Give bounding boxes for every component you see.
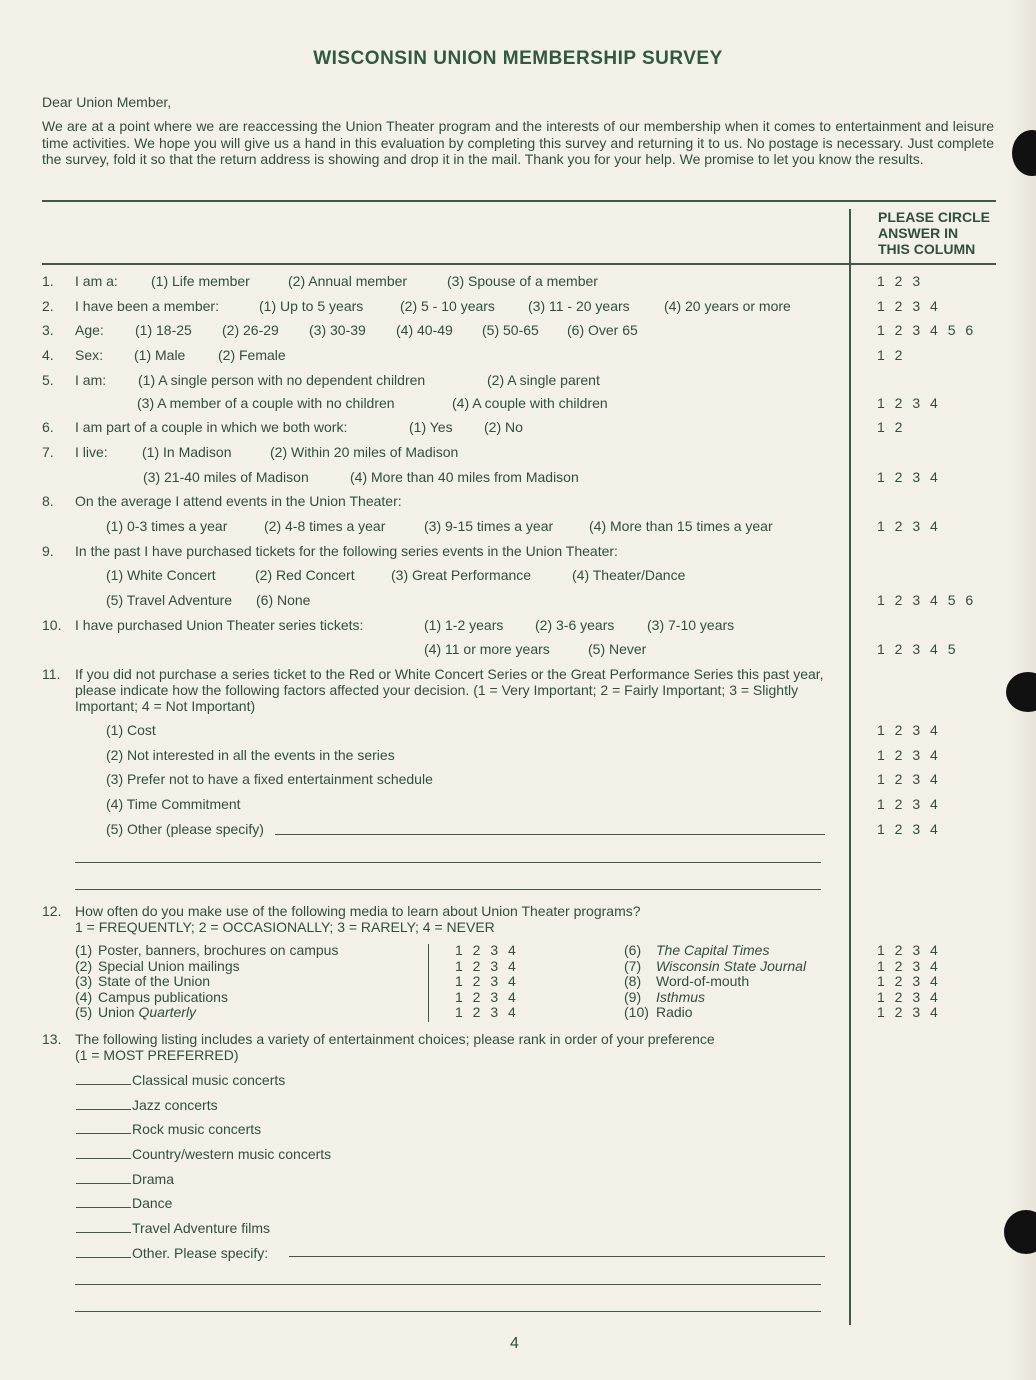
media-number: (3) <box>75 973 93 990</box>
header-rule <box>42 263 996 265</box>
answer-option: (6) None <box>256 592 311 608</box>
rank-item[interactable] <box>76 1071 285 1089</box>
question-number: 12. <box>42 903 62 919</box>
media-number: (6) <box>624 942 642 958</box>
answer-option: (1) Up to 5 years <box>259 298 364 314</box>
media-number: (5) <box>75 1004 93 1021</box>
factor-option: (3) Prefer not to have a fixed entertainment schedule <box>106 771 433 787</box>
answer-choices[interactable]: 1 2 3 4 <box>455 1004 519 1021</box>
answer-option: (3) 7-10 years <box>647 617 735 633</box>
answer-option: (1) 1-2 years <box>424 617 504 633</box>
answer-choices[interactable]: 1 2 3 4 <box>877 973 941 990</box>
answer-choices[interactable]: 1 2 3 4 <box>455 973 519 990</box>
rank-blank[interactable] <box>76 1145 131 1159</box>
factor-option: (5) Other (please specify) <box>106 821 264 837</box>
answer-choices[interactable]: 1 2 3 4 <box>877 821 941 837</box>
answer-option: (5) Travel Adventure <box>106 592 233 608</box>
answer-header-line: PLEASE CIRCLE <box>878 209 991 225</box>
answer-option: (2) A single parent <box>487 372 600 388</box>
answer-option: (5) Never <box>588 641 647 657</box>
question-number: 8. <box>42 493 54 509</box>
answer-option: (2) Within 20 miles of Madison <box>270 444 459 460</box>
question-prompt: Age: <box>75 322 104 338</box>
rank-item[interactable] <box>76 1096 218 1114</box>
rank-blank[interactable] <box>76 1219 131 1233</box>
media-label: Isthmus <box>656 988 706 1005</box>
rank-blank[interactable] <box>76 1120 131 1134</box>
answer-option: (1) Life member <box>151 273 250 289</box>
intro-paragraph: We are at a point where we are reaccessing the Union Theater program and the interests of our membership when it comes to entertainment and leisure time activities. We hope you will give us a hand in this evaluation by completing this survey and returning it to us. No postage is necessary. Just complete the survey, fold it so that the return address is showing and drop it in the mail. Thank you for your help. We promise to let you know the results. <box>42 118 994 167</box>
question-number: 11. <box>42 666 61 682</box>
answer-choices[interactable]: 1 2 3 4 <box>877 942 941 958</box>
answer-choices[interactable]: 1 2 <box>877 347 906 363</box>
question-number: 1. <box>42 273 54 289</box>
answer-choices[interactable]: 1 2 3 4 <box>877 988 941 1005</box>
answer-choices[interactable]: 1 2 3 4 <box>455 988 519 1005</box>
media-label: Poster, banners, brochures on campus <box>98 942 339 958</box>
answer-choices[interactable]: 1 2 3 4 <box>877 722 941 738</box>
rank-blank[interactable] <box>76 1194 131 1208</box>
answer-choices[interactable]: 1 2 3 4 5 6 <box>877 322 977 338</box>
factor-option: (1) Cost <box>106 722 156 738</box>
question-prompt: On the average I attend events in the Union Theater: <box>75 493 402 509</box>
rank-blank[interactable] <box>76 1170 131 1184</box>
rating-scale: 1 = FREQUENTLY; 2 = OCCASIONALLY; 3 = RARELY; 4 = NEVER <box>75 919 495 935</box>
rank-blank[interactable] <box>76 1071 131 1085</box>
question-prompt: Sex: <box>75 347 104 363</box>
write-in-line[interactable] <box>75 1311 821 1312</box>
answer-option: (2) Female <box>218 347 286 363</box>
answer-choices[interactable]: 1 2 3 4 <box>877 298 941 314</box>
answer-choices[interactable]: 1 2 <box>877 419 906 435</box>
question-prompt: I have purchased Union Theater series tickets: <box>75 617 364 633</box>
top-rule <box>42 200 996 202</box>
media-label <box>98 1005 338 1021</box>
answer-option: (2) 4-8 times a year <box>264 518 386 534</box>
media-number: (10) <box>624 1004 649 1021</box>
answer-choices[interactable]: 1 2 3 4 5 <box>877 641 959 657</box>
rank-label: Dance <box>132 1195 173 1211</box>
media-number: (9) <box>624 988 642 1005</box>
answer-choices[interactable]: 1 2 3 4 <box>877 469 941 485</box>
rank-label: Drama <box>132 1171 175 1187</box>
media-label-text: Union <box>98 1004 135 1021</box>
rank-label: Jazz concerts <box>132 1097 218 1113</box>
answer-option: (5) 50-65 <box>482 322 539 338</box>
answer-option: (3) Spouse of a member <box>447 273 598 289</box>
answer-choices[interactable]: 1 2 3 4 <box>877 796 941 812</box>
media-number: (2) <box>75 957 93 974</box>
answer-option: (1) White Concert <box>106 567 216 583</box>
other-specify-line[interactable] <box>275 834 825 835</box>
answer-option: (1) 0-3 times a year <box>106 518 228 534</box>
answer-option: (6) Over 65 <box>567 322 638 338</box>
answer-option: (4) 20 years or more <box>664 298 791 314</box>
rank-item[interactable] <box>76 1145 331 1163</box>
answer-option: (2) Red Concert <box>255 567 355 583</box>
answer-option: (4) 40-49 <box>396 322 453 338</box>
rank-item[interactable] <box>76 1244 268 1262</box>
rank-label: Travel Adventure films <box>132 1220 270 1236</box>
answer-option: (4) More than 40 miles from Madison <box>350 469 579 485</box>
survey-title: WISCONSIN UNION MEMBERSHIP SURVEY <box>313 48 723 69</box>
media-right-answers[interactable] <box>877 943 941 1021</box>
answer-option: (4) 11 or more years <box>424 641 550 657</box>
question-prompt: I am a: <box>75 273 118 289</box>
rank-label: Rock music concerts <box>132 1121 262 1137</box>
rank-blank[interactable] <box>76 1244 131 1258</box>
answer-option: (2) 5 - 10 years <box>400 298 495 314</box>
media-right-labels <box>656 943 806 1021</box>
media-label: Campus publications <box>98 988 228 1005</box>
factor-option: (4) Time Commitment <box>106 796 241 812</box>
rank-scale: (1 = MOST PREFERRED) <box>75 1047 239 1063</box>
media-label: Radio <box>656 1004 693 1021</box>
answer-option: (1) A single person with no dependent children <box>138 372 426 388</box>
rank-item[interactable] <box>76 1170 174 1188</box>
question-prompt: If you did not purchase a series ticket to the Red or White Concert Series or the Great Performance Series this past year, please indicate how the following factors affected your decision. (1 = Very Important; 2 = Fairly Important; 3 = Slightly Important; 4 = Not Important) <box>75 666 824 714</box>
media-label-italic: Quarterly <box>138 1004 197 1021</box>
media-label: Special Union mailings <box>98 957 240 974</box>
media-label: The Capital Times <box>656 942 770 958</box>
rank-label: Classical music concerts <box>132 1072 286 1088</box>
rank-label: Other. Please specify: <box>132 1245 269 1261</box>
media-right-numbers <box>624 943 649 1021</box>
rank-item[interactable] <box>76 1219 270 1237</box>
media-left-answers[interactable] <box>455 943 519 1021</box>
answer-choices[interactable]: 1 2 3 4 <box>455 957 519 974</box>
media-label: State of the Union <box>98 973 211 990</box>
rank-item[interactable] <box>76 1194 172 1212</box>
answer-choices[interactable]: 1 2 3 4 <box>877 957 941 974</box>
answer-option: (3) 21-40 miles of Madison <box>143 469 309 485</box>
media-left-numbers <box>75 943 92 1021</box>
question-prompt: The following listing includes a variety of entertainment choices; please rank in order of your preference <box>75 1031 715 1047</box>
salutation: Dear Union Member, <box>42 94 172 110</box>
binder-hole-bottom <box>1004 1210 1036 1254</box>
answer-option: (3) A member of a couple with no children <box>137 395 395 411</box>
answer-choices[interactable]: 1 2 3 <box>877 273 924 289</box>
answer-option: (1) Yes <box>409 419 453 435</box>
factor-option: (2) Not interested in all the events in the series <box>106 747 395 763</box>
question-number: 9. <box>42 543 54 559</box>
answer-option: (2) No <box>484 419 523 435</box>
answer-choices[interactable]: 1 2 3 4 <box>877 518 941 534</box>
answer-choices[interactable]: 1 2 3 4 <box>877 771 941 787</box>
other-specify-line[interactable] <box>289 1256 825 1257</box>
answer-choices[interactable]: 1 2 3 4 <box>877 1004 941 1021</box>
answer-option: (3) 9-15 times a year <box>424 518 554 534</box>
write-in-line[interactable] <box>75 862 821 863</box>
media-label: Word-of-mouth <box>656 973 750 990</box>
media-number: (8) <box>624 973 642 990</box>
write-in-line[interactable] <box>75 889 821 890</box>
answer-choices[interactable]: 1 2 3 4 5 6 <box>877 592 977 608</box>
question-prompt: I am part of a couple in which we both work: <box>75 419 348 435</box>
question-number: 5. <box>42 372 54 388</box>
answer-column-divider <box>849 209 851 1325</box>
answer-option: (4) More than 15 times a year <box>589 518 773 534</box>
answer-choices[interactable]: 1 2 3 4 <box>455 942 519 958</box>
media-number: (7) <box>624 957 642 974</box>
question-number: 13. <box>42 1031 62 1047</box>
question-prompt: I have been a member: <box>75 298 219 314</box>
question-number: 7. <box>42 444 54 460</box>
answer-option: (1) In Madison <box>142 444 232 460</box>
answer-option: (1) 18-25 <box>135 322 192 338</box>
answer-option: (2) 26-29 <box>222 322 279 338</box>
media-divider <box>428 944 429 1022</box>
media-left-labels <box>98 943 338 1021</box>
answer-option: (1) Male <box>134 347 186 363</box>
answer-header-line: ANSWER IN <box>878 225 959 241</box>
rank-label: Country/western music concerts <box>132 1146 332 1162</box>
answer-column-header <box>878 209 1008 257</box>
answer-option: (2) Annual member <box>288 273 408 289</box>
page-number: 4 <box>510 1335 519 1352</box>
question-prompt: How often do you make use of the following media to learn about Union Theater programs? <box>75 903 641 919</box>
question-prompt: In the past I have purchased tickets for the following series events in the Union Theater: <box>75 543 618 559</box>
media-number: (4) <box>75 988 93 1005</box>
question-number: 10. <box>42 617 62 633</box>
answer-choices[interactable]: 1 2 3 4 <box>877 747 941 763</box>
answer-option: (3) 30-39 <box>309 322 366 338</box>
question-number: 2. <box>42 298 54 314</box>
media-label: Wisconsin State Journal <box>656 957 807 974</box>
media-number: (1) <box>75 942 93 958</box>
write-in-line[interactable] <box>75 1284 821 1285</box>
question-number: 6. <box>42 419 54 435</box>
rank-item[interactable] <box>76 1120 261 1138</box>
answer-option: (2) 3-6 years <box>535 617 615 633</box>
answer-option: (4) Theater/Dance <box>572 567 686 583</box>
answer-option: (4) A couple with children <box>452 395 608 411</box>
rank-blank[interactable] <box>76 1096 131 1110</box>
question-prompt: I live: <box>75 444 108 460</box>
question-number: 4. <box>42 347 54 363</box>
answer-option: (3) 11 - 20 years <box>528 298 630 314</box>
answer-choices[interactable]: 1 2 3 4 <box>877 395 941 411</box>
answer-option: (3) Great Performance <box>391 567 532 583</box>
question-number: 3. <box>42 322 54 338</box>
question-prompt: I am: <box>75 372 107 388</box>
answer-header-line: THIS COLUMN <box>878 241 976 257</box>
